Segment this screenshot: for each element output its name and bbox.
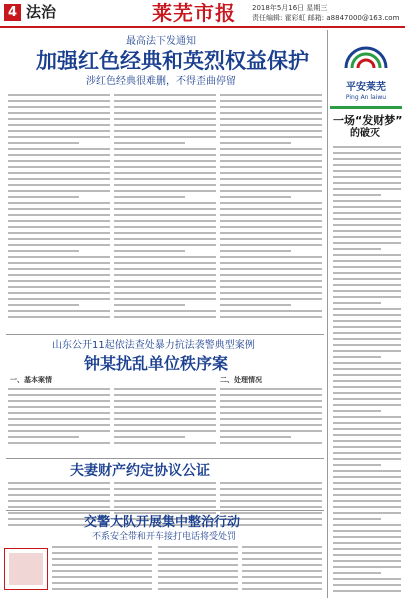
- body-text-line: [333, 344, 401, 346]
- header-rule: [0, 26, 405, 28]
- body-text-line: [8, 160, 110, 162]
- body-text-line: [333, 524, 401, 526]
- body-text-line: [52, 576, 152, 578]
- body-text-line: [333, 170, 401, 172]
- body-text-line: [333, 590, 401, 592]
- body-text-line: [333, 506, 401, 508]
- body-text-line: [220, 172, 322, 174]
- body-text-line: [114, 494, 216, 496]
- body-text-line: [8, 494, 110, 496]
- story4-column-1: [52, 546, 152, 596]
- date-line: 2018年5月16日 星期三: [252, 4, 328, 12]
- body-text-line: [114, 106, 216, 108]
- body-text-line: [242, 552, 322, 554]
- section-title: 法治: [26, 3, 57, 21]
- body-text-line: [220, 100, 322, 102]
- body-text-line: [333, 272, 401, 274]
- body-text-line: [220, 214, 322, 216]
- divider: [6, 510, 324, 511]
- body-text-line: [220, 136, 322, 138]
- body-text-line: [333, 320, 401, 322]
- body-text-line: [333, 458, 401, 460]
- story4-column-3: [242, 546, 322, 596]
- body-text-line: [114, 394, 216, 396]
- body-text-line: [8, 202, 110, 204]
- body-text-line: [8, 124, 110, 126]
- body-text-line: [333, 554, 401, 556]
- body-text-line: [333, 434, 401, 436]
- body-text-line: [114, 160, 216, 162]
- story1-subhead: 涉红色经典很难删，不得歪曲停留: [86, 76, 236, 87]
- body-text-line: [158, 552, 238, 554]
- body-text-line: [8, 244, 110, 246]
- body-text-line: [8, 436, 79, 438]
- body-text-line: [242, 582, 322, 584]
- body-text-line: [8, 488, 110, 490]
- body-text-line: [158, 588, 238, 590]
- body-text-line: [114, 412, 216, 414]
- body-text-line: [333, 326, 401, 328]
- body-text-line: [242, 576, 322, 578]
- body-text-line: [8, 208, 110, 210]
- body-text-line: [52, 558, 152, 560]
- body-text-line: [333, 284, 401, 286]
- story2-kicker: 山东公开11起依法查处暴力抗法袭警典型案例: [52, 340, 255, 351]
- body-text-line: [220, 506, 322, 508]
- body-text-line: [220, 208, 322, 210]
- body-text-line: [114, 238, 216, 240]
- body-text-line: [114, 406, 216, 408]
- body-text-line: [220, 400, 322, 402]
- body-text-line: [220, 142, 291, 144]
- body-text-line: [8, 142, 79, 144]
- body-text-line: [333, 398, 401, 400]
- page-number: 4: [4, 4, 21, 21]
- body-text-line: [333, 302, 381, 304]
- body-text-line: [333, 476, 401, 478]
- logo-subtitle: Ping An laiwu: [345, 94, 387, 101]
- body-text-line: [114, 256, 216, 258]
- body-text-line: [333, 224, 401, 226]
- body-text-line: [220, 388, 322, 390]
- body-text-line: [220, 442, 322, 444]
- story1-column-3: [220, 94, 322, 326]
- body-text-line: [114, 148, 216, 150]
- body-text-line: [333, 410, 381, 412]
- body-text-line: [114, 142, 185, 144]
- body-text-line: [114, 262, 216, 264]
- body-text-line: [52, 546, 152, 548]
- pingan-laiwu-logo: [334, 36, 398, 104]
- body-text-line: [220, 292, 322, 294]
- body-text-line: [114, 124, 216, 126]
- body-text-line: [8, 400, 110, 402]
- page-header: [0, 0, 405, 30]
- body-text-line: [220, 280, 322, 282]
- divider: [6, 458, 324, 459]
- divider: [6, 334, 324, 335]
- body-text-line: [333, 338, 401, 340]
- body-text-line: [220, 118, 322, 120]
- body-text-line: [8, 268, 110, 270]
- body-text-line: [333, 356, 381, 358]
- body-text-line: [333, 194, 381, 196]
- body-text-line: [114, 418, 216, 420]
- body-text-line: [114, 190, 216, 192]
- body-text-line: [333, 548, 401, 550]
- body-text-line: [8, 304, 79, 306]
- body-text-line: [52, 564, 152, 566]
- body-text-line: [8, 424, 110, 426]
- body-text-line: [333, 530, 401, 532]
- sidebar-body-text: [333, 146, 401, 596]
- body-text-line: [333, 440, 401, 442]
- body-text-line: [333, 236, 401, 238]
- body-text-line: [333, 368, 401, 370]
- body-text-line: [8, 316, 110, 318]
- body-text-line: [220, 202, 322, 204]
- body-text-line: [220, 436, 291, 438]
- body-text-line: [333, 350, 401, 352]
- body-text-line: [333, 572, 381, 574]
- body-text-line: [114, 500, 216, 502]
- body-text-line: [8, 112, 110, 114]
- body-text-line: [8, 130, 110, 132]
- body-text-line: [242, 564, 322, 566]
- body-text-line: [220, 500, 322, 502]
- body-text-line: [333, 146, 401, 148]
- body-text-line: [220, 494, 322, 496]
- body-text-line: [8, 262, 110, 264]
- body-text-line: [114, 424, 216, 426]
- body-text-line: [333, 584, 401, 586]
- body-text-line: [114, 388, 216, 390]
- body-text-line: [220, 316, 322, 318]
- body-text-line: [220, 244, 322, 246]
- logo-emblem-icon: [342, 38, 390, 78]
- body-text-line: [114, 482, 216, 484]
- body-text-line: [333, 470, 401, 472]
- sidebar-headline: 一场“发财梦”: [333, 114, 403, 127]
- body-text-line: [8, 136, 110, 138]
- body-text-line: [8, 418, 110, 420]
- body-text-line: [114, 292, 216, 294]
- body-text-line: [220, 274, 322, 276]
- body-text-line: [114, 154, 216, 156]
- body-text-line: [333, 536, 401, 538]
- body-text-line: [333, 482, 401, 484]
- body-text-line: [220, 94, 322, 96]
- body-text-line: [52, 570, 152, 572]
- body-text-line: [114, 208, 216, 210]
- body-text-line: [114, 244, 216, 246]
- body-text-line: [220, 286, 322, 288]
- story1-column-2: [114, 94, 216, 326]
- body-text-line: [8, 506, 110, 508]
- body-text-line: [114, 436, 185, 438]
- body-text-line: [114, 226, 216, 228]
- story2-label-b: 二、处理情况: [220, 376, 262, 384]
- body-text-line: [8, 442, 110, 444]
- sidebar-accent-bar: [330, 106, 402, 109]
- story4-subhead: 不系安全带和开车接打电话将受处罚: [92, 532, 237, 542]
- body-text-line: [114, 310, 216, 312]
- body-text-line: [220, 250, 291, 252]
- body-text-line: [8, 232, 110, 234]
- body-text-line: [333, 416, 401, 418]
- body-text-line: [220, 256, 322, 258]
- body-text-line: [333, 248, 381, 250]
- photo-placeholder: [4, 548, 48, 590]
- body-text-line: [8, 100, 110, 102]
- editor-contact: 责任编辑: 霍彩虹 邮箱: a8847000@163.com: [252, 14, 400, 22]
- body-text-line: [333, 230, 401, 232]
- body-text-line: [8, 274, 110, 276]
- body-text-line: [333, 560, 401, 562]
- body-text-line: [8, 406, 110, 408]
- body-text-line: [114, 118, 216, 120]
- story2-column-3: [220, 388, 322, 452]
- body-text-line: [333, 494, 401, 496]
- body-text-line: [333, 518, 381, 520]
- story2-column-2: [114, 388, 216, 452]
- body-text-line: [114, 112, 216, 114]
- body-text-line: [158, 570, 238, 572]
- body-text-line: [220, 412, 322, 414]
- body-text-line: [114, 430, 216, 432]
- body-text-line: [8, 412, 110, 414]
- body-text-line: [333, 512, 401, 514]
- body-text-line: [220, 482, 322, 484]
- body-text-line: [333, 542, 401, 544]
- body-text-line: [220, 184, 322, 186]
- body-text-line: [333, 422, 401, 424]
- body-text-line: [8, 500, 110, 502]
- body-text-line: [52, 582, 152, 584]
- body-text-line: [220, 268, 322, 270]
- body-text-line: [242, 588, 322, 590]
- body-text-line: [114, 250, 185, 252]
- body-text-line: [220, 178, 322, 180]
- body-text-line: [114, 178, 216, 180]
- body-text-line: [333, 266, 401, 268]
- body-text-line: [220, 394, 322, 396]
- body-text-line: [242, 570, 322, 572]
- body-text-line: [114, 166, 216, 168]
- body-text-line: [333, 296, 401, 298]
- body-text-line: [333, 158, 401, 160]
- body-text-line: [220, 190, 322, 192]
- body-text-line: [8, 214, 110, 216]
- body-text-line: [8, 238, 110, 240]
- body-text-line: [8, 292, 110, 294]
- body-text-line: [333, 488, 401, 490]
- body-text-line: [158, 546, 238, 548]
- body-text-line: [8, 286, 110, 288]
- body-text-line: [8, 148, 110, 150]
- body-text-line: [220, 124, 322, 126]
- newspaper-masthead: 莱芜市报: [152, 1, 236, 25]
- body-text-line: [333, 200, 401, 202]
- body-text-line: [114, 304, 185, 306]
- body-text-line: [333, 578, 401, 580]
- body-text-line: [114, 274, 216, 276]
- body-text-line: [333, 566, 401, 568]
- body-text-line: [333, 362, 401, 364]
- body-text-line: [114, 196, 185, 198]
- body-text-line: [220, 298, 322, 300]
- story1-kicker: 最高法下发通知: [126, 36, 196, 47]
- story1-column-1: [8, 94, 110, 326]
- body-text-line: [8, 394, 110, 396]
- body-text-line: [220, 232, 322, 234]
- body-text-line: [333, 212, 401, 214]
- body-text-line: [333, 332, 401, 334]
- story2-headline: 钟某扰乱单位秩序案: [84, 354, 229, 373]
- body-text-line: [114, 280, 216, 282]
- body-text-line: [8, 482, 110, 484]
- body-text-line: [114, 94, 216, 96]
- body-text-line: [114, 400, 216, 402]
- body-text-line: [333, 392, 401, 394]
- body-text-line: [52, 552, 152, 554]
- body-text-line: [8, 310, 110, 312]
- body-text-line: [220, 304, 291, 306]
- body-text-line: [114, 268, 216, 270]
- body-text-line: [158, 564, 238, 566]
- body-text-line: [8, 298, 110, 300]
- body-text-line: [220, 488, 322, 490]
- logo-title: 平安莱芜: [346, 82, 386, 93]
- body-text-line: [333, 290, 401, 292]
- body-text-line: [333, 500, 401, 502]
- body-text-line: [114, 184, 216, 186]
- body-text-line: [333, 254, 401, 256]
- body-text-line: [333, 176, 401, 178]
- body-text-line: [8, 226, 110, 228]
- body-text-line: [220, 226, 322, 228]
- body-text-line: [114, 232, 216, 234]
- body-text-line: [114, 214, 216, 216]
- body-text-line: [8, 280, 110, 282]
- body-text-line: [220, 196, 291, 198]
- body-text-line: [114, 202, 216, 204]
- body-text-line: [8, 178, 110, 180]
- body-text-line: [333, 206, 401, 208]
- body-text-line: [333, 452, 401, 454]
- body-text-line: [220, 424, 322, 426]
- body-text-line: [158, 558, 238, 560]
- body-text-line: [114, 506, 216, 508]
- body-text-line: [8, 388, 110, 390]
- body-text-line: [220, 166, 322, 168]
- story3-headline: 夫妻财产约定协议公证: [70, 463, 210, 479]
- body-text-line: [220, 160, 322, 162]
- body-text-line: [220, 238, 322, 240]
- body-text-line: [114, 298, 216, 300]
- sidebar-subline: 的破灭: [350, 128, 380, 139]
- body-text-line: [8, 256, 110, 258]
- body-text-line: [52, 588, 152, 590]
- body-text-line: [114, 130, 216, 132]
- body-text-line: [8, 250, 79, 252]
- body-text-line: [333, 308, 401, 310]
- body-text-line: [114, 136, 216, 138]
- body-text-line: [333, 428, 401, 430]
- body-text-line: [8, 184, 110, 186]
- body-text-line: [333, 218, 401, 220]
- body-text-line: [220, 220, 322, 222]
- body-text-line: [158, 582, 238, 584]
- body-text-line: [8, 166, 110, 168]
- body-text-line: [333, 380, 401, 382]
- body-text-line: [158, 576, 238, 578]
- body-text-line: [114, 100, 216, 102]
- body-text-line: [220, 148, 322, 150]
- story2-column-1: [8, 388, 110, 452]
- body-text-line: [8, 430, 110, 432]
- body-text-line: [8, 154, 110, 156]
- body-text-line: [242, 558, 322, 560]
- body-text-line: [333, 164, 401, 166]
- body-text-line: [333, 188, 401, 190]
- body-text-line: [333, 182, 401, 184]
- body-text-line: [333, 278, 401, 280]
- body-text-line: [8, 190, 110, 192]
- body-text-line: [220, 418, 322, 420]
- body-text-line: [220, 112, 322, 114]
- body-text-line: [333, 260, 401, 262]
- body-text-line: [114, 442, 216, 444]
- body-text-line: [114, 488, 216, 490]
- body-text-line: [333, 446, 401, 448]
- story2-label-a: 一、基本案情: [10, 376, 52, 384]
- body-text-line: [8, 172, 110, 174]
- body-text-line: [8, 196, 79, 198]
- body-text-line: [8, 220, 110, 222]
- body-text-line: [333, 314, 401, 316]
- body-text-line: [333, 386, 401, 388]
- column-divider: [327, 30, 328, 598]
- body-text-line: [8, 94, 110, 96]
- body-text-line: [220, 430, 322, 432]
- body-text-line: [220, 130, 322, 132]
- body-text-line: [114, 172, 216, 174]
- body-text-line: [114, 220, 216, 222]
- body-text-line: [114, 316, 216, 318]
- body-text-line: [220, 106, 322, 108]
- body-text-line: [220, 262, 322, 264]
- body-text-line: [8, 106, 110, 108]
- body-text-line: [333, 404, 401, 406]
- story1-headline: 加强红色经典和英烈权益保护: [36, 49, 309, 73]
- body-text-line: [114, 286, 216, 288]
- body-text-line: [333, 464, 381, 466]
- body-text-line: [333, 374, 401, 376]
- body-text-line: [333, 152, 401, 154]
- body-text-line: [242, 546, 322, 548]
- body-text-line: [333, 242, 401, 244]
- body-text-line: [220, 154, 322, 156]
- body-text-line: [220, 310, 322, 312]
- body-text-line: [220, 406, 322, 408]
- story4-headline: 交警大队开展集中整治行动: [84, 515, 241, 530]
- story4-column-2: [158, 546, 238, 596]
- body-text-line: [8, 118, 110, 120]
